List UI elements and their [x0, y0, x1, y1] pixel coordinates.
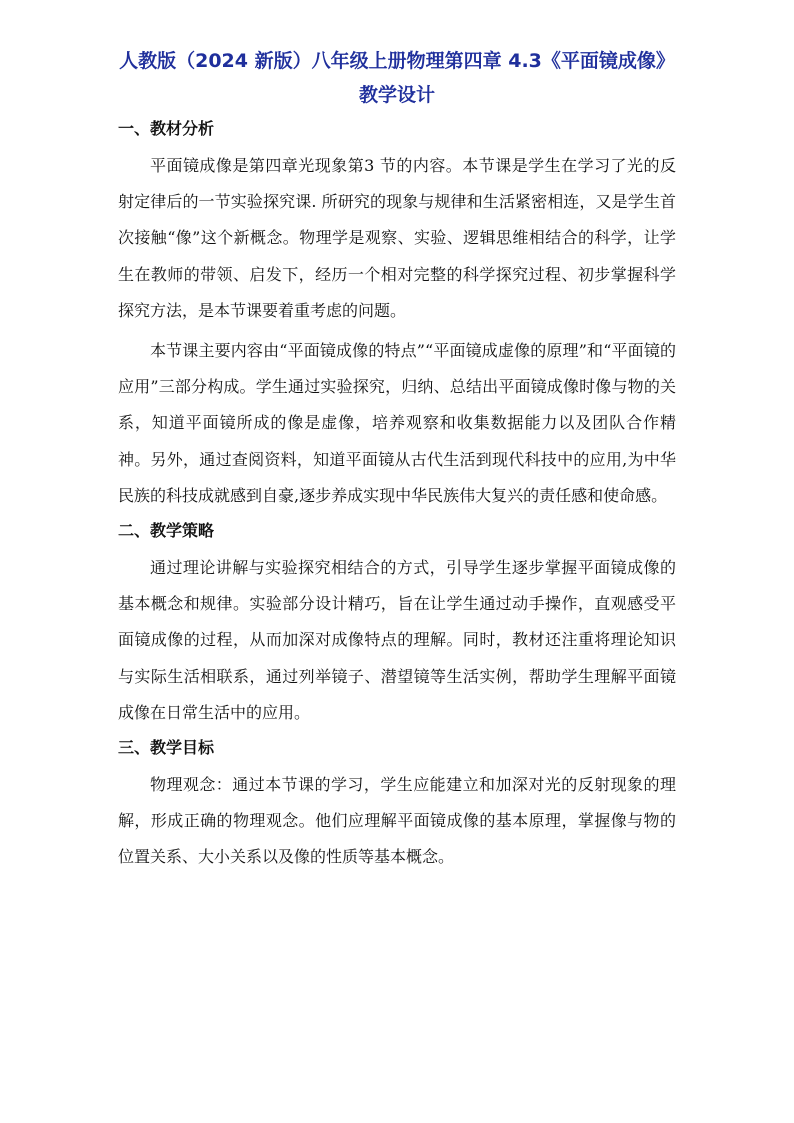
- paragraph: 通过理论讲解与实验探究相结合的方式，引导学生逐步掌握平面镜成像的基本概念和规律。实验部分设计精巧，旨在让学生通过动手操作，直观感受平面镜成像的过程，从而加深对成像特点的理解。同时，教材还注重将理论知识与实际生活相联系，通过列举镜子、潜望镜等生活实例，帮助学生理解平面镜成像在日常生活中的应用。: [118, 558, 676, 722]
- section-heading: 二、教学策略: [118, 521, 215, 541]
- paragraph: 平面镜成像是第四章光现象第3 节的内容。本节课是学生在学习了光的反射定律后的一节实验探究课. 所研究的现象与规律和生活紧密相连，又是学生首次接触“像”这个新概念。物理学是观察、实验、逻辑思维相结合的科学，让学生在教师的带领、启发下，经历一个相对完整的科学探究过程、初步掌握科学探究方法，是本节课要着重考虑的问题。: [118, 156, 676, 320]
- paragraph: 物理观念：通过本节课的学习，学生应能建立和加深对光的反射现象的理解，形成正确的物理观念。他们应理解平面镜成像的基本原理，掌握像与物的位置关系、大小关系以及像的性质等基本概念。: [118, 775, 676, 867]
- document-title: 人教版（2024 新版）八年级上册物理第四章 4.3《平面镜成像》教学设计: [119, 50, 675, 106]
- section-teaching-goals: [118, 737, 676, 876]
- section-textbook-analysis: [118, 118, 676, 514]
- section-heading: 一、教材分析: [118, 119, 215, 138]
- paragraph: 本节课主要内容由“平面镜成像的特点”“平面镜成虚像的原理”和“平面镜的应用”三部分构成。学生通过实验探究，归纳、总结出平面镜成像时像与物的关系，知道平面镜所成的像是虚像，培养观察和收集数据能力以及团队合作精神。另外，通过查阅资料，知道平面镜从古代生活到现代科技中的应用,为中华民族的科技成就感到自豪,逐步养成实现中华民族伟大复兴的责任感和使命感。: [118, 341, 676, 505]
- section-teaching-strategy: [118, 520, 676, 731]
- section-heading: 三、教学目标: [118, 738, 215, 758]
